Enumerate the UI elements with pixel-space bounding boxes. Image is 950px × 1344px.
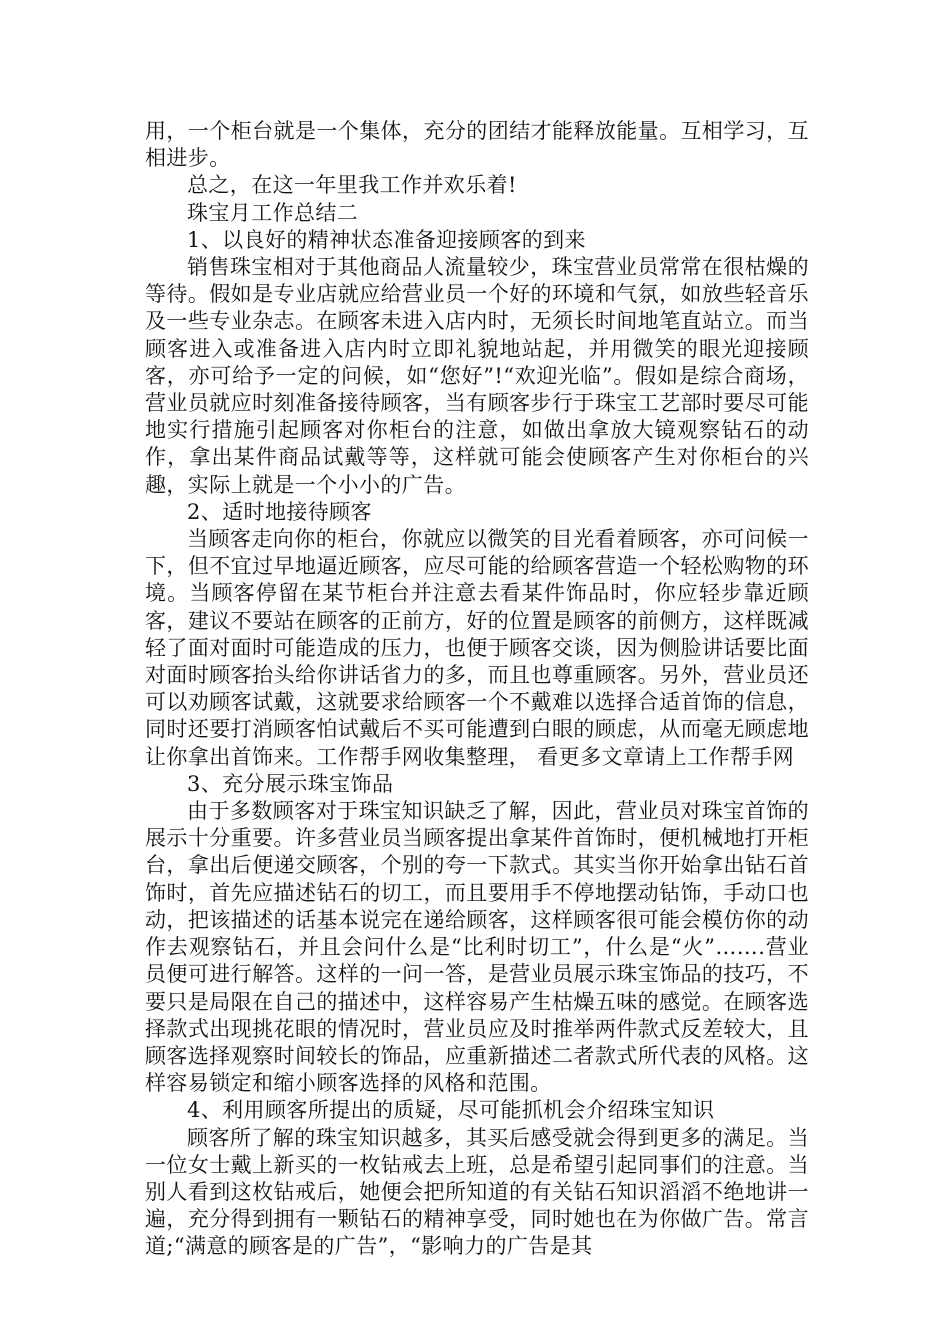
document-body [145,118,809,1261]
paragraph-3: 由于多数顾客对于珠宝知识缺乏了解，因此，营业员对珠宝首饰的展示十分重要。许多营业员当顾客提出拿某件首饰时，便机械地打开柜台，拿出后便递交顾客，个别的夸一下款式。其实当你开始拿出钻石首饰时，首先应描述钻石的切工，而且要用手不停地摆动钻饰，手动口也动，把该描述的话基本说完在递给顾客，这样顾客很可能会模仿你的动作去观察钻石，并且会问什么是“比利时切工”，什么是“火”…….营业员便可进行解答。这样的一问一答，是营业员展示珠宝饰品的技巧，不要只是局限在自己的描述中，这样容易产生枯燥五味的感觉。在顾客选择款式出现挑花眼的情况时，营业员应及时推举两件款式反差较大，且顾客选择观察时间较长的饰品，应重新描述二者款式所代表的风格。这样容易锁定和缩小顾客选择的风格和范围。 [145,799,809,1096]
paragraph-1: 销售珠宝相对于其他商品人流量较少，珠宝营业员常常在很枯燥的等待。假如是专业店就应给营业员一个好的环境和气氛，如放些轻音乐及一些专业杂志。在顾客未进入店内时，无须长时间地笔直站立。而当顾客进入或准备进入店内时立即礼貌地站起，并用微笑的眼光迎接顾客，亦可给予一定的问候，如“您好”!“欢迎光临”。假如是综合商场，营业员就应时刻准备接待顾客，当有顾客步行于珠宝工艺部时要尽可能地实行措施引起顾客对你柜台的注意，如做出拿放大镜观察钻石的动作，拿出某件商品试戴等等，这样就可能会使顾客产生对你柜台的兴趣，实际上就是一个小小的广告。 [145,255,809,497]
subheading-3: 3、充分展示珠宝饰品 [187,771,394,796]
paragraph-2: 当顾客走向你的柜台，你就应以微笑的目光看着顾客，亦可问候一下，但不宜过早地逼近顾客，应尽可能的给顾客营造一个轻松购物的环境。当顾客停留在某节柜台并注意去看某件饰品时，你应轻步靠近顾客，建议不要站在顾客的正前方，好的位置是顾客的前侧方，这样既减轻了面对面时可能造成的压力，也便于顾客交谈，因为侧脸讲话要比面对面时顾客抬头给你讲话省力的多，而且也尊重顾客。另外，营业员还可以劝顾客试戴，这就要求给顾客一个不戴难以选择合适首饰的信息，同时还要打消顾客怕试戴后不买可能遭到白眼的顾虑，从而毫无顾虑地让你拿出首饰来。工作帮手网收集整理， 看更多文章请上工作帮手网 [145,527,809,769]
subheading-4: 4、利用顾客所提出的质疑，尽可能抓机会介绍珠宝知识 [187,1098,715,1123]
subheading-2: 2、适时地接待顾客 [187,499,372,524]
paragraph-4: 顾客所了解的珠宝知识越多，其买后感受就会得到更多的满足。当一位女士戴上新买的一枚钻戒去上班，总是希望引起同事们的注意。当别人看到这枚钻戒后，她便会把所知道的有关钻石知识滔滔不绝地讲一遍，充分得到拥有一颗钻石的精神享受，同时她也在为你做广告。常言道;“满意的顾客是的广告”，“影响力的广告是其 [145,1125,809,1259]
paragraph-closing: 总之，在这一年里我工作并欢乐着! [187,173,517,198]
paragraph-continuation: 用，一个柜台就是一个集体，充分的团结才能释放能量。互相学习，互相进步。 [145,119,809,171]
subheading-1: 1、以良好的精神状态准备迎接顾客的到来 [187,227,586,252]
section-title: 珠宝月工作总结二 [187,200,359,225]
